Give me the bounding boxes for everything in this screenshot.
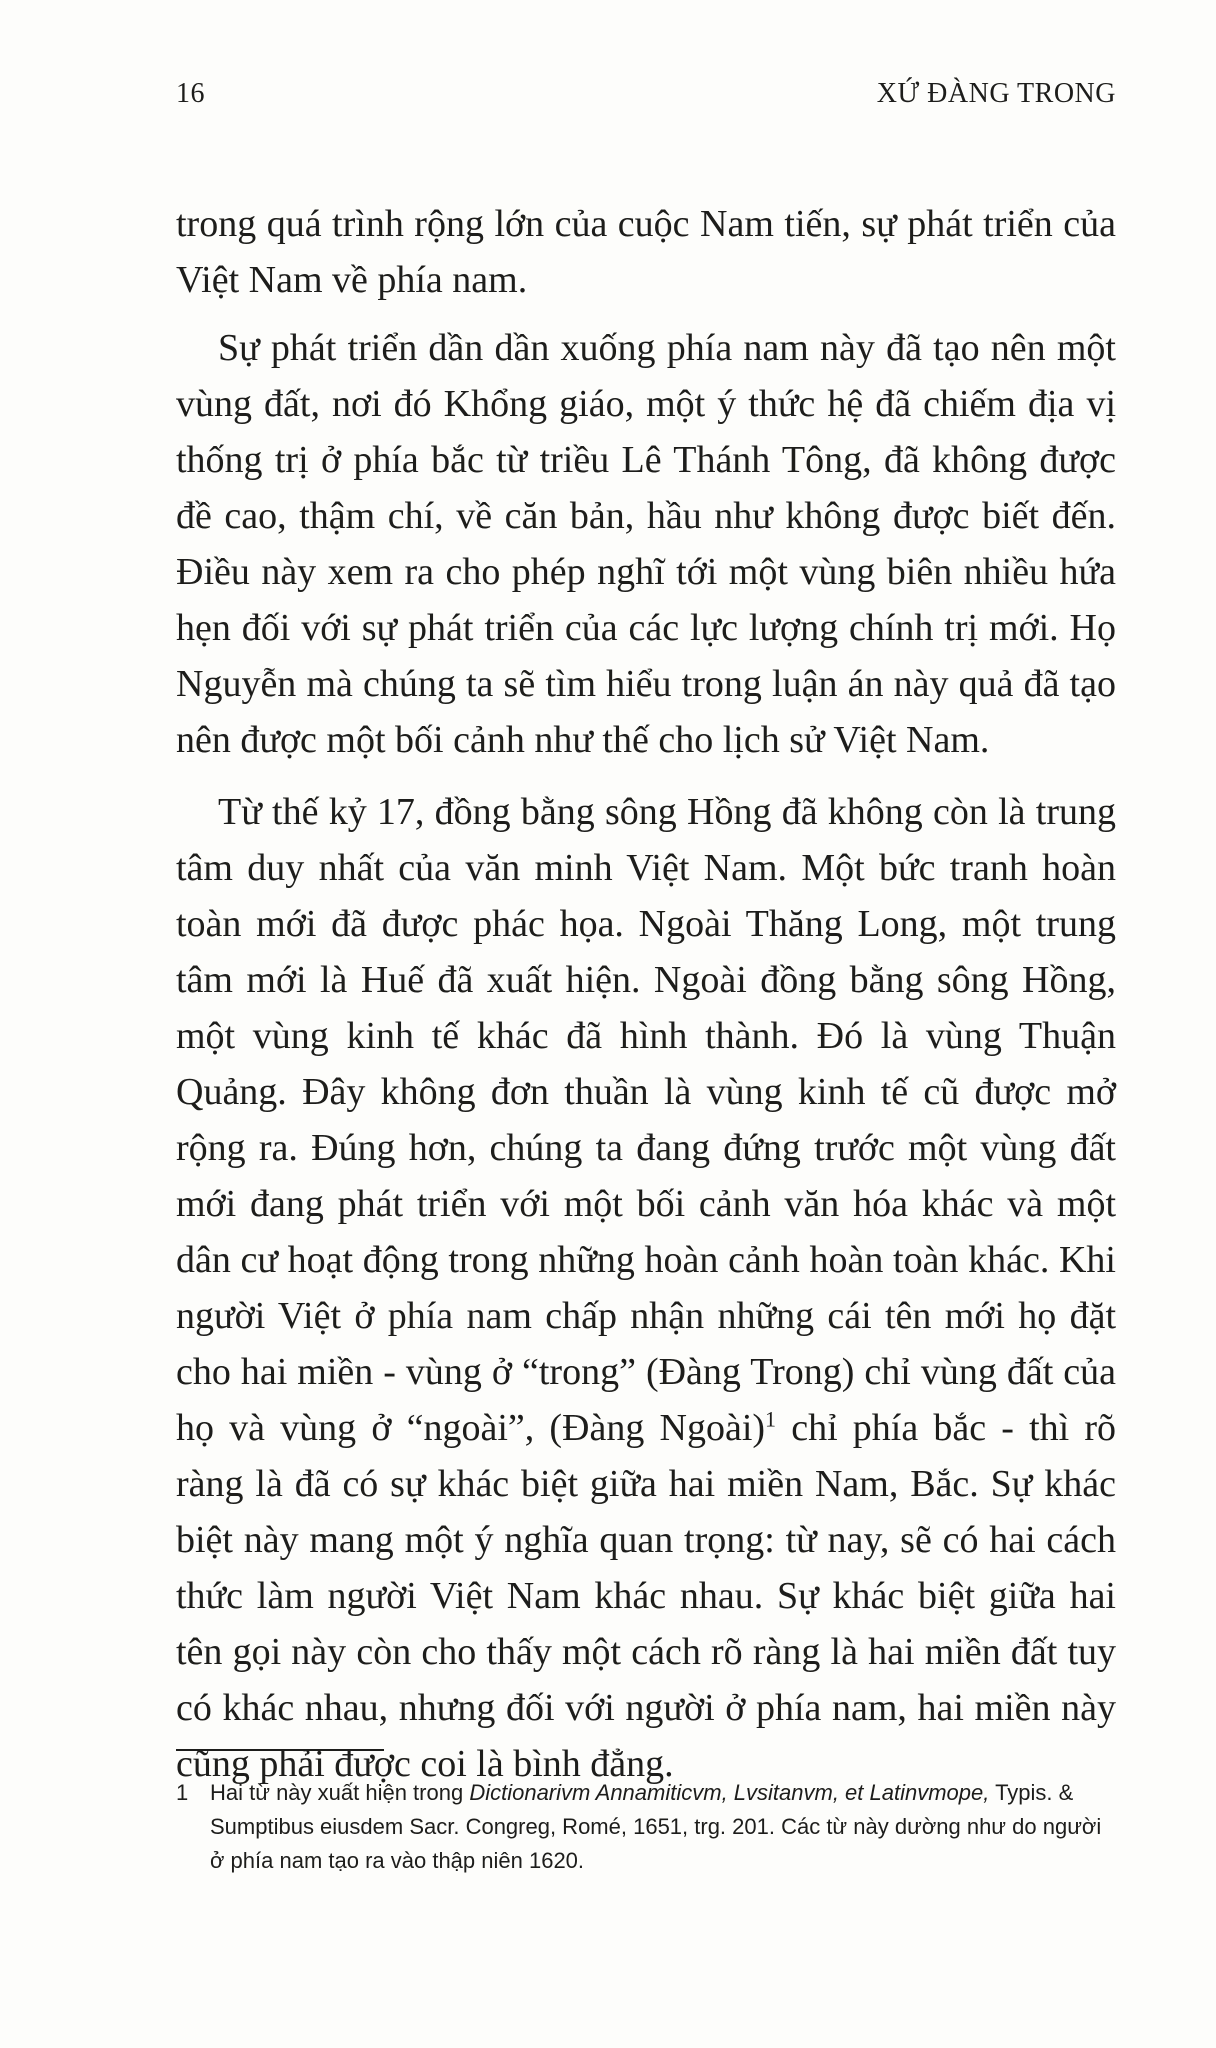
footnote-source-title: Dictionarivm Annamiticvm, Lvsitanvm, et Latinvmope, xyxy=(469,1780,990,1805)
paragraph-3 xyxy=(176,784,1116,1792)
body-text xyxy=(176,196,1116,1792)
footnote-number: 1 xyxy=(176,1780,189,1805)
paragraph-1: trong quá trình rộng lớn của cuộc Nam tiến, sự phát triển của Việt Nam về phía nam. xyxy=(176,203,1116,301)
footnote-divider xyxy=(176,1749,384,1751)
paragraph-3-part-2: chỉ phía bắc - thì rõ ràng là đã có sự khác biệt giữa hai miền Nam, Bắc. Sự khác biệt này mang một ý nghĩa quan trọng: từ nay, sẽ có hai cách thức làm người Việt Nam khác nhau. Sự khác biệt giữa hai tên gọi này còn cho thấy một cách rõ ràng là hai miền đất tuy có khác nhau, nhưng đối với người ở phía nam, hai miền này cũng phải được coi là bình đẳng. xyxy=(176,1407,1116,1785)
running-head xyxy=(176,78,1116,118)
running-title: XỨ ĐÀNG TRONG xyxy=(876,78,1116,109)
paragraph-2: Sự phát triển dần dần xuống phía nam này đã tạo nên một vùng đất, nơi đó Khổng giáo, một ý thức hệ đã chiếm địa vị thống trị ở phía bắc từ triều Lê Thánh Tông, đã không được đề cao, thậm chí, về căn bản, hầu như không được biết đến. Điều này xem ra cho phép nghĩ tới một vùng biên nhiều hứa hẹn đối với sự phát triển của các lực lượng chính trị mới. Họ Nguyễn mà chúng ta sẽ tìm hiểu trong luận án này quả đã tạo nên được một bối cảnh như thế cho lịch sử Việt Nam. xyxy=(176,327,1116,761)
page-number: 16 xyxy=(176,78,205,109)
footnote xyxy=(176,1776,1116,1878)
paragraph-3-part-1: Từ thế kỷ 17, đồng bằng sông Hồng đã không còn là trung tâm duy nhất của văn minh Việt Nam. Một bức tranh hoàn toàn mới đã được phác họa. Ngoài Thăng Long, một trung tâm mới là Huế đã xuất hiện. Ngoài đồng bằng sông Hồng, một vùng kinh tế khác đã hình thành. Đó là vùng Thuận Quảng. Đây không đơn thuần là vùng kinh tế cũ được mở rộng ra. Đúng hơn, chúng ta đang đứng trước một vùng đất mới đang phát triển với một bối cảnh văn hóa khác và một dân cư hoạt động trong những hoàn cảnh hoàn toàn khác. Khi người Việt ở phía nam chấp nhận những cái tên mới họ đặt cho hai miền - vùng ở “trong” (Đàng Trong) chỉ vùng đất của họ và vùng ở “ngoài”, (Đàng Ngoài) xyxy=(176,791,1116,1449)
footnote-reference[interactable]: 1 xyxy=(765,1406,777,1432)
footnote-text xyxy=(210,1776,1116,1878)
footnote-text-before: Hai từ này xuất hiện trong xyxy=(210,1780,470,1805)
footnote-text-after: Typis. & Sumptibus eiusdem Sacr. Congreg, Romé, 1651, trg. 201. Các từ này dường như do người ở phía nam tạo ra vào thập niên 1620. xyxy=(210,1780,1102,1873)
